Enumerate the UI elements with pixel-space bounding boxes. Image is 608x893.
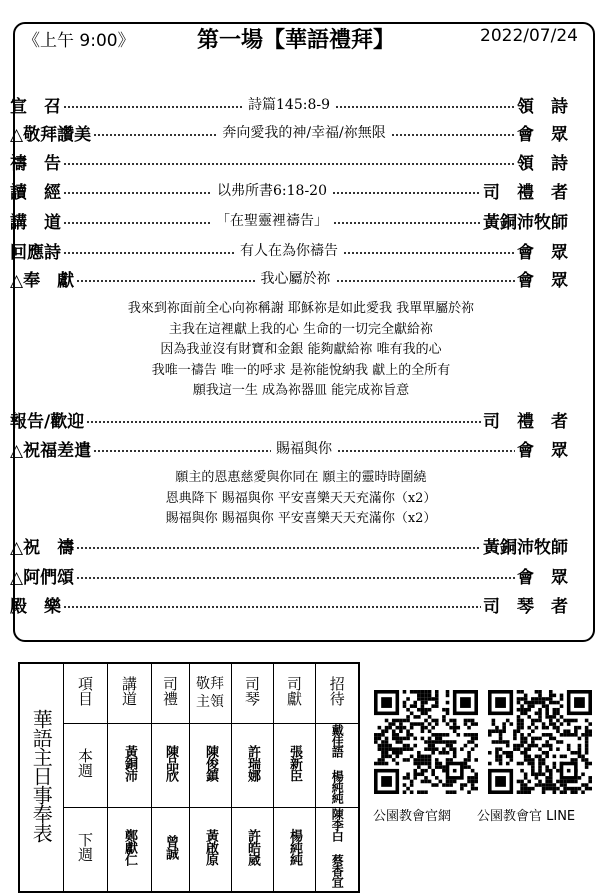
program-leader: 領 詩 [517,153,568,174]
dot-leader [63,252,235,254]
roster-next-week-label: 下週 [63,807,107,892]
dot-leader [63,222,211,224]
program-row [10,238,568,262]
lyric-line: 恩典降下 賜福與你 平安喜樂天天充滿你（x2） [165,490,437,506]
roster-name: 曾誠 [163,835,178,859]
dot-leader [63,192,212,194]
roster-name: 張新臣 [287,745,302,781]
lyric-line: 賜福與你 賜福與你 平安喜樂天天充滿你（x2） [165,511,437,526]
program-leader: 司 禮 者 [483,182,569,203]
roster-row-next-week [19,807,359,892]
program-detail: 有人在為你禱告 [240,243,338,259]
program-leader: 黃銅沛牧師 [483,537,568,558]
roster-name-cell [189,723,231,807]
dot-leader [337,450,515,452]
service-date: 2022/07/24 [480,26,578,46]
program-role: 講 道 [10,212,61,233]
program-row [10,266,568,290]
lyric-line: 願我這一生 成為祢器皿 能完成祢旨意 [192,383,410,398]
program-leader: 領 詩 [517,96,569,117]
roster-name-cell [315,723,359,807]
program-leader: 會 眾 [517,242,568,263]
roster-name-cell [107,723,151,807]
roster-name: 陳俊鎮 [203,745,218,781]
program-row [10,533,568,557]
roster-row-this-week [19,723,359,807]
lyric-line: 我來到祢面前全心向祢稱謝 耶穌祢是如此愛我 我單單屬於祢 [127,301,475,316]
roster-name-cell [231,807,273,892]
roster-name: 陳品欣 [163,745,178,781]
qr-label-website: 公園教會官網 [373,809,452,824]
dot-leader [63,163,515,165]
roster-name: 許皓崴 [245,829,260,865]
program-role: 報告/歡迎 [10,411,85,432]
program-detail: 詩篇145:8-9 [248,97,330,113]
dot-leader [335,106,515,108]
dot-leader [332,192,481,194]
roster-this-week-label: 本週 [63,723,107,807]
roster-corner: 項目 [63,663,107,723]
program-leader: 會 眾 [517,124,569,145]
dot-leader [86,421,481,423]
roster-col-ushers: 招待 [315,663,359,723]
program-detail: 「在聖靈裡禱告」 [216,213,328,229]
program-role: △祝福差遣 [10,440,92,461]
program-leader: 會 眾 [517,440,569,461]
roster-name: 鄭獻仁 [122,829,137,865]
roster-name: 黃啟原 [203,829,218,865]
roster-col-liturgist: 司禮 [151,663,189,723]
roster-name: 戴佳語 楊純純 [330,723,345,803]
program-row [10,92,568,116]
page-title: 第一場【華語禮拜】 [196,28,395,53]
roster-name: 楊純純 [287,829,302,865]
program-detail: 賜福與你 [276,441,333,457]
roster-col-sermon: 講道 [107,663,151,723]
program-leader: 司 禮 者 [483,411,568,432]
dot-leader [76,280,255,282]
roster-col-pianist: 司琴 [231,663,273,723]
dot-leader [333,222,481,224]
program-role: 讀 經 [10,182,61,203]
dot-leader [343,252,515,254]
roster-name-cell [273,723,315,807]
roster-title: 華語主日事奉表 [19,663,63,892]
ministry-roster-table [18,662,360,893]
dot-leader [63,606,481,608]
roster-name-cell [107,807,151,892]
dot-leader [63,106,243,108]
qr-code-icon[interactable] [488,690,592,794]
program-row [10,120,568,144]
lyric-line: 願主的恩惠慈愛與你同在 願主的靈時時圍繞 [175,470,427,485]
program-row [10,592,568,616]
roster-name: 黃銅沛 [122,745,137,781]
program-detail: 以弗所書6:18-20 [217,183,327,199]
program-role: 宣 召 [10,96,61,117]
program-role: △祝 禱 [10,537,75,558]
program-role: △阿們頌 [10,567,75,588]
program-row [10,178,568,202]
roster-name-cell [151,807,189,892]
program-row [10,563,568,587]
program-leader: 會 眾 [517,270,569,291]
program-leader: 會 眾 [517,567,568,588]
program-role: 禱 告 [10,153,61,174]
qr-code-icon[interactable] [374,690,478,794]
program-role: 回應詩 [10,242,61,263]
program-role: 殿 樂 [10,596,61,617]
qr-label-line: 公園教會官 LINE [477,809,576,824]
dot-leader [76,577,515,579]
dot-leader [93,134,217,136]
program-leader: 司 琴 者 [483,596,568,617]
dot-leader [391,134,515,136]
service-time: 《上午 9:00》 [23,31,135,51]
roster-name-cell [231,723,273,807]
roster-name-cell [151,723,189,807]
program-role: △奉 獻 [10,270,75,291]
program-row [10,208,568,232]
program-detail: 我心屬於祢 [260,271,331,287]
dot-leader [93,450,271,452]
roster-name-cell [273,807,315,892]
lyric-line: 我唯一禱告 唯一的呼求 是祢能悅納我 獻上的全所有 [151,362,451,378]
program-row [10,436,568,460]
lyric-line: 主我在這裡獻上我的心 生命的一切完全獻給祢 [168,321,434,337]
roster-name-cell [189,807,231,892]
program-row [10,149,568,173]
lyric-line: 因為我並沒有財寶和金銀 能夠獻給祢 唯有我的心 [160,342,442,357]
offering-lyrics [10,299,592,402]
program-row [10,407,568,431]
dot-leader [76,547,481,549]
roster-name: 陳李白 蔡香宜 [330,807,345,887]
roster-name-cell [315,807,359,892]
roster-col-worship: 敬拜主領 [189,663,231,723]
program-role: △敬拜讚美 [10,124,92,145]
program-detail: 奔向愛我的神/幸福/祢無限 [222,125,386,141]
program-leader: 黃銅沛牧師 [483,212,568,233]
dot-leader [336,280,515,282]
blessing-lyrics [10,468,592,530]
roster-col-offering: 司獻 [273,663,315,723]
roster-name: 許瑞娜 [245,745,260,781]
